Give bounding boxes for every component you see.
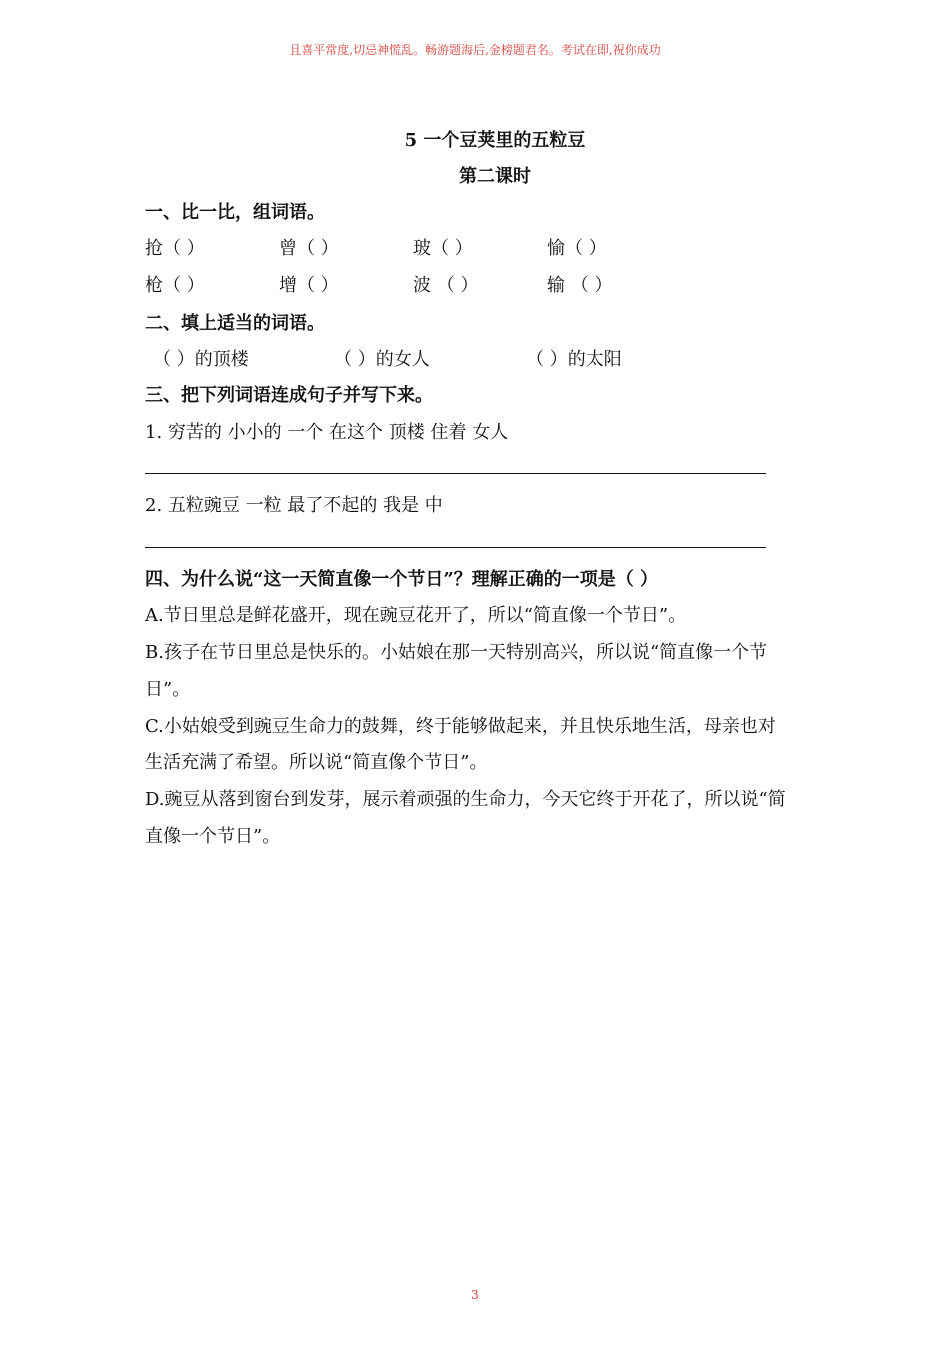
- option-line: 生活充满了希望。所以说“简直像个节日”。: [145, 752, 488, 773]
- lesson-title: 5 一个豆荚里的五粒豆: [404, 130, 586, 151]
- word-compare-cell: 玻（ ）: [413, 238, 473, 259]
- answer-line-2: [145, 547, 766, 548]
- word-compare-cell: 输 （ ）: [547, 275, 613, 296]
- section4-heading: 四、为什么说“这一天简直像一个节日”？理解正确的一项是（ ）: [145, 569, 658, 590]
- word-compare-cell: 愉（ ）: [547, 238, 607, 259]
- word-compare-cell: 曾（ ）: [279, 238, 339, 259]
- sentence-question-1: 1. 穷苦的 小小的 一个 在这个 顶楼 住着 女人: [145, 422, 509, 443]
- lesson-subtitle: 第二课时: [459, 166, 531, 187]
- option-line: B.孩子在节日里总是快乐的。小姑娘在那一天特别高兴，所以说“简直像一个节: [145, 642, 768, 663]
- option-line: 直像一个节日”。: [145, 826, 281, 847]
- word-compare-cell: 波 （ ）: [413, 275, 479, 296]
- option-line: C.小姑娘受到豌豆生命力的鼓舞，终于能够做起来，并且快乐地生活，母亲也对: [145, 716, 776, 737]
- word-compare-cell: 枪（ ）: [145, 275, 205, 296]
- sentence-question-2: 2. 五粒豌豆 一粒 最了不起的 我是 中: [145, 495, 443, 516]
- section1-heading: 一、比一比，组词语。: [145, 202, 325, 223]
- page-number: 3: [471, 1288, 479, 1302]
- section2-heading: 二、填上适当的词语。: [145, 313, 325, 334]
- fill-blank-item: （ ）的顶楼: [153, 349, 249, 370]
- option-line: A.节日里总是鲜花盛开，现在豌豆花开了，所以“简直像一个节日”。: [145, 605, 687, 626]
- option-line: D.豌豆从落到窗台到发芽，展示着顽强的生命力，今天它终于开花了，所以说“简: [145, 789, 786, 810]
- answer-line-1: [145, 473, 766, 474]
- word-compare-cell: 增（ ）: [279, 275, 339, 296]
- page-header-motto: 且喜平常度,切忌神慌乱。畅游题海后,金榜题君名。考试在即,祝你成功: [289, 43, 661, 57]
- fill-blank-item: （ ）的太阳: [526, 349, 622, 370]
- option-line: 日”。: [145, 679, 191, 700]
- fill-blank-item: （ ）的女人: [334, 349, 430, 370]
- word-compare-cell: 抢（ ）: [145, 238, 205, 259]
- section3-heading: 三、把下列词语连成句子并写下来。: [145, 385, 433, 406]
